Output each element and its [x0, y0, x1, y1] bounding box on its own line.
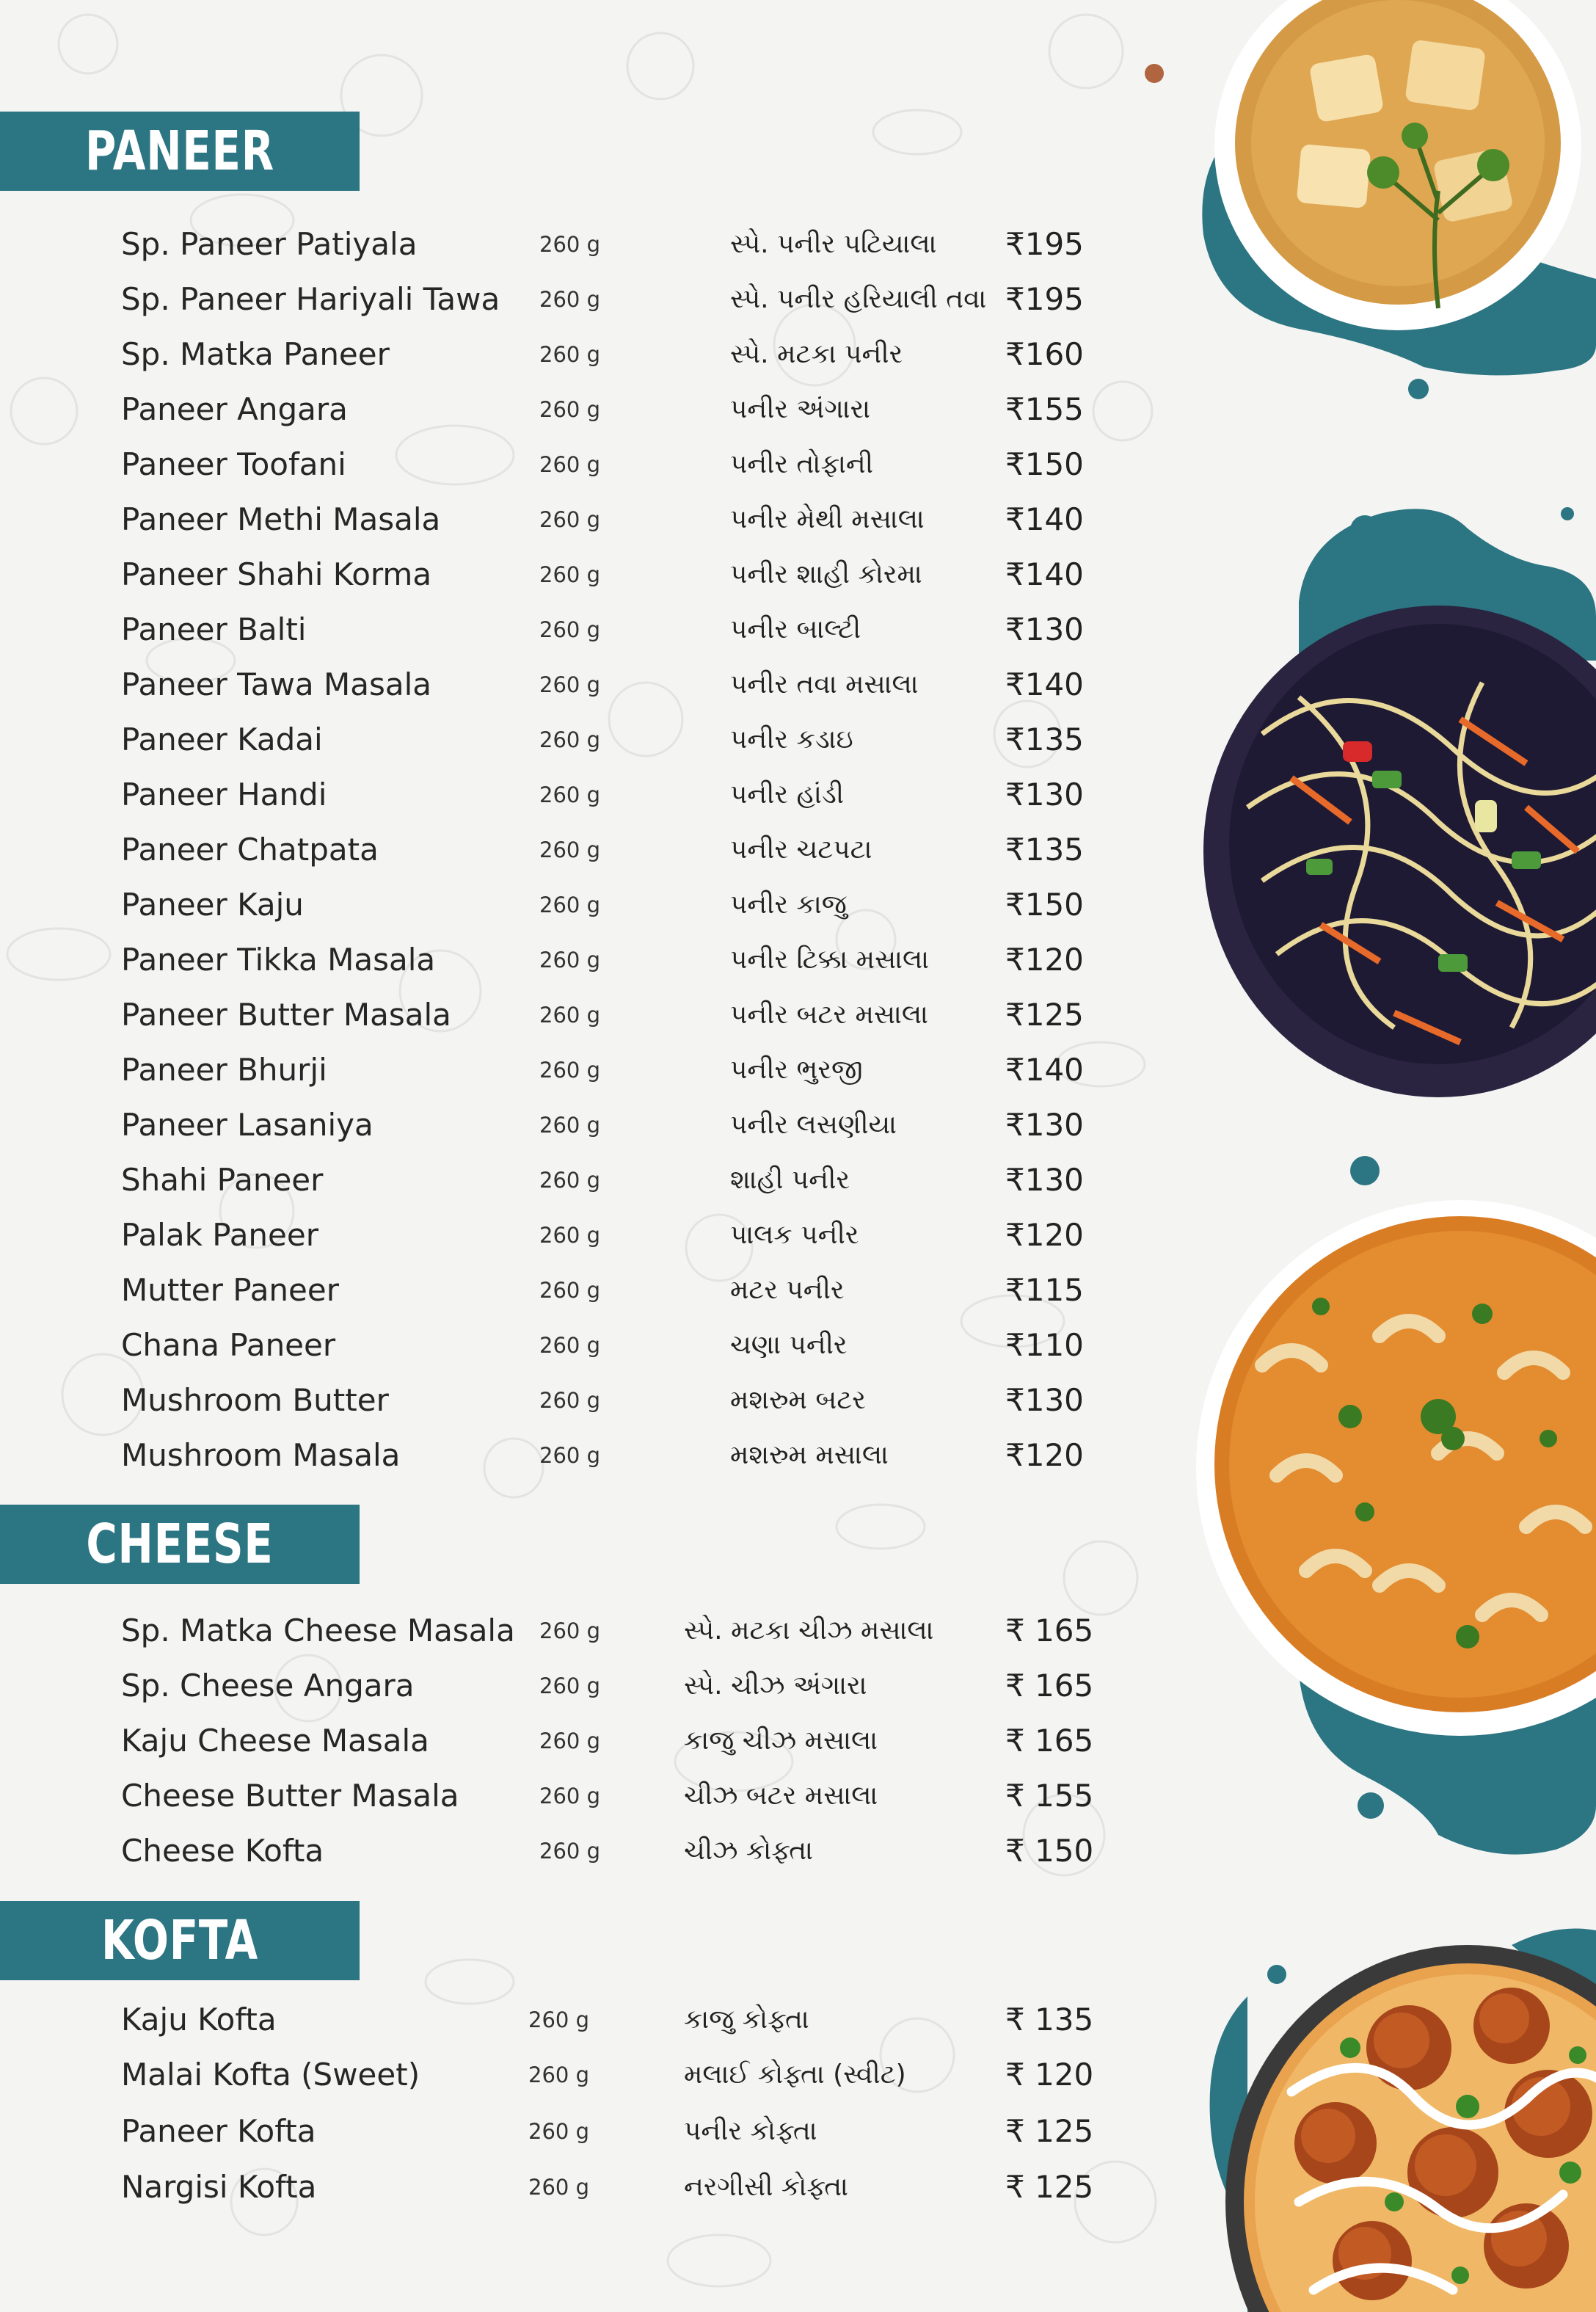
menu-item [0, 2109, 1101, 2153]
item-local-name: પનીર મેથી મસાલા [730, 504, 925, 534]
menu-item [0, 1268, 1101, 1312]
item-weight: 260 g [539, 1223, 600, 1248]
item-weight: 260 g [539, 342, 600, 367]
menu-item [0, 2165, 1101, 2209]
item-local-name: સ્પે. પનીર પટિયાલા [730, 229, 937, 259]
item-price: ₹ 165 [1005, 1668, 1094, 1704]
menu-item [0, 828, 1101, 872]
item-name: Paneer Chatpata [121, 832, 379, 868]
item-price: ₹150 [1005, 446, 1084, 482]
item-price: ₹150 [1005, 887, 1084, 923]
decor-dot [1408, 379, 1429, 399]
item-local-name: પનીર શાહી કોરમા [730, 559, 922, 589]
item-weight: 260 g [539, 1003, 600, 1028]
item-name: Sp. Cheese Angara [121, 1668, 415, 1704]
paneer-curry-bowl-icon [1202, 0, 1596, 375]
item-price: ₹125 [1005, 997, 1084, 1033]
item-weight: 260 g [539, 1168, 600, 1193]
item-price: ₹130 [1005, 611, 1084, 647]
item-local-name: સ્પે. મટકા પનીર [730, 339, 903, 369]
item-local-name: શાહી પનીર [730, 1165, 850, 1195]
item-weight: 260 g [539, 948, 600, 973]
menu-item [0, 1213, 1101, 1257]
item-price: ₹130 [1005, 1382, 1084, 1418]
item-price: ₹160 [1005, 336, 1084, 372]
item-local-name: સ્પે. પનીર હરિયાલી તવા [730, 284, 987, 314]
menu-item [0, 443, 1101, 487]
menu-item [0, 1158, 1101, 1202]
cheese-section-title: CHEESE [86, 1513, 274, 1576]
menu-item [0, 993, 1101, 1037]
kofta-section-title: KOFTA [101, 1909, 259, 1972]
menu-item [0, 332, 1101, 377]
item-name: Sp. Matka Cheese Masala [121, 1613, 515, 1648]
menu-item [0, 1829, 1101, 1873]
item-name: Sp. Paneer Hariyali Tawa [121, 281, 500, 317]
item-weight: 260 g [539, 1058, 600, 1083]
item-name: Shahi Paneer [121, 1162, 324, 1198]
food-images-column [1145, 0, 1596, 2312]
item-price: ₹120 [1005, 1437, 1084, 1473]
item-weight: 260 g [539, 617, 600, 642]
menu-item [0, 883, 1101, 927]
item-weight: 260 g [539, 782, 600, 807]
menu-item [0, 773, 1101, 817]
item-local-name: પનીર ટિક્કા મસાલા [730, 945, 930, 975]
item-price: ₹110 [1005, 1327, 1084, 1363]
item-name: Kaju Cheese Masala [121, 1723, 429, 1759]
item-local-name: કાજુ ચીઝ મસાલા [684, 1726, 878, 1756]
decor-dot [1561, 507, 1574, 520]
item-local-name: ચીઝ કોફ્તા [684, 1836, 813, 1866]
item-local-name: મશરુમ મસાલા [730, 1440, 889, 1470]
menu-item [0, 718, 1101, 762]
item-price: ₹130 [1005, 777, 1084, 813]
item-price: ₹ 150 [1005, 1833, 1094, 1869]
item-weight: 260 g [528, 2119, 589, 2144]
menu-item [0, 277, 1101, 321]
item-name: Mutter Paneer [121, 1272, 339, 1308]
item-local-name: પનીર કડાઇ [730, 724, 853, 755]
item-weight: 260 g [539, 562, 600, 587]
menu-item [0, 388, 1101, 432]
item-name: Cheese Butter Masala [121, 1778, 459, 1814]
item-weight: 260 g [528, 2062, 589, 2087]
item-price: ₹195 [1005, 226, 1084, 262]
item-price: ₹ 155 [1005, 1778, 1094, 1814]
menu-item [0, 553, 1101, 597]
item-name: Paneer Lasaniya [121, 1107, 374, 1143]
menu-item [0, 1323, 1101, 1367]
item-local-name: પનીર બાલ્ટી [730, 614, 861, 644]
item-weight: 260 g [539, 397, 600, 422]
menu-item [0, 1103, 1101, 1147]
item-name: Paneer Kofta [121, 2113, 316, 2149]
item-price: ₹ 125 [1005, 2113, 1094, 2149]
item-weight: 260 g [539, 1443, 600, 1468]
item-price: ₹ 165 [1005, 1723, 1094, 1759]
item-name: Cheese Kofta [121, 1833, 324, 1869]
item-weight: 260 g [539, 893, 600, 917]
item-local-name: પનીર ચટપટા [730, 835, 872, 865]
item-name: Palak Paneer [121, 1217, 319, 1253]
item-name: Malai Kofta (Sweet) [121, 2057, 420, 2093]
veg-noodles-bowl-icon [1203, 509, 1596, 1097]
item-weight: 260 g [528, 2007, 589, 2032]
item-local-name: મટર પનીર [730, 1275, 845, 1305]
menu-item [0, 498, 1101, 542]
item-weight: 260 g [539, 1673, 600, 1698]
menu-item [0, 2053, 1101, 2097]
item-name: Mushroom Butter [121, 1382, 389, 1418]
menu-item [0, 608, 1101, 652]
item-price: ₹140 [1005, 501, 1084, 537]
item-name: Paneer Angara [121, 391, 348, 427]
decor-dot [1350, 1156, 1380, 1185]
item-price: ₹120 [1005, 1217, 1084, 1253]
item-price: ₹ 135 [1005, 2002, 1094, 2037]
item-local-name: ચણા પનીર [730, 1330, 848, 1360]
menu-item [0, 938, 1101, 982]
item-weight: 260 g [539, 1618, 600, 1643]
menu-item [0, 663, 1101, 707]
item-local-name: પનીર અંગારા [730, 394, 871, 424]
item-local-name: પનીર કાજુ [730, 890, 847, 920]
item-local-name: પાલક પનીર [730, 1220, 859, 1250]
item-price: ₹130 [1005, 1162, 1084, 1198]
item-name: Chana Paneer [121, 1327, 336, 1363]
item-name: Paneer Balti [121, 611, 307, 647]
item-local-name: ચીઝ બટર મસાલા [684, 1781, 878, 1811]
item-local-name: નરગીસી કોફ્તા [684, 2172, 848, 2202]
item-weight: 260 g [539, 727, 600, 752]
item-local-name: પનીર હાંડી [730, 779, 845, 810]
item-weight: 260 g [539, 1388, 600, 1413]
menu-item [0, 1719, 1101, 1763]
item-price: ₹195 [1005, 281, 1084, 317]
item-weight: 260 g [528, 2175, 589, 2200]
item-weight: 260 g [539, 507, 600, 532]
item-price: ₹140 [1005, 666, 1084, 702]
item-weight: 260 g [539, 837, 600, 862]
decor-dot [1358, 1792, 1384, 1819]
item-name: Kaju Kofta [121, 2002, 277, 2037]
kofta-curry-bowl-icon [1210, 1929, 1596, 2312]
item-local-name: પનીર બટર મસાલા [730, 1000, 928, 1030]
decor-dot [1145, 64, 1164, 83]
item-name: Paneer Kaju [121, 887, 304, 923]
item-name: Paneer Handi [121, 777, 327, 813]
item-price: ₹115 [1005, 1272, 1084, 1308]
item-local-name: સ્પે. ચીઝ અંગારા [684, 1671, 867, 1701]
item-weight: 260 g [539, 1728, 600, 1753]
item-weight: 260 g [539, 1839, 600, 1864]
item-weight: 260 g [539, 232, 600, 257]
item-weight: 260 g [539, 452, 600, 477]
item-name: Mushroom Masala [121, 1437, 401, 1473]
item-name: Paneer Butter Masala [121, 997, 451, 1033]
item-local-name: મલાઈ કોફ્તા (સ્વીટ) [684, 2060, 906, 2090]
item-local-name: પનીર ભુરજી [730, 1055, 863, 1085]
item-local-name: પનીર તવા મસાલા [730, 669, 919, 699]
item-weight: 260 g [539, 1784, 600, 1808]
item-weight: 260 g [539, 287, 600, 312]
item-price: ₹135 [1005, 832, 1084, 868]
menu-item [0, 1609, 1101, 1653]
menu-item [0, 1433, 1101, 1477]
item-name: Paneer Tawa Masala [121, 666, 431, 702]
menu-item [0, 1378, 1101, 1422]
menu-item [0, 1664, 1101, 1708]
item-name: Paneer Kadai [121, 721, 323, 757]
item-name: Nargisi Kofta [121, 2169, 317, 2205]
item-name: Paneer Bhurji [121, 1052, 327, 1088]
menu-item [0, 222, 1101, 266]
item-weight: 260 g [539, 1333, 600, 1358]
item-name: Paneer Toofani [121, 446, 346, 482]
item-local-name: પનીર તોફાની [730, 449, 874, 479]
item-name: Sp. Paneer Patiyala [121, 226, 418, 262]
item-price: ₹ 120 [1005, 2057, 1094, 2093]
menu-item [0, 1048, 1101, 1092]
item-price: ₹140 [1005, 556, 1084, 592]
item-local-name: પનીર કોફ્તા [684, 2116, 817, 2146]
item-name: Paneer Methi Masala [121, 501, 441, 537]
menu-item [0, 1998, 1101, 2042]
menu-item [0, 1774, 1101, 1818]
item-name: Paneer Shahi Korma [121, 556, 432, 592]
item-price: ₹ 165 [1005, 1613, 1094, 1648]
paneer-section-title: PANEER [85, 120, 274, 183]
item-price: ₹140 [1005, 1052, 1084, 1088]
item-price: ₹ 125 [1005, 2169, 1094, 2205]
item-price: ₹120 [1005, 942, 1084, 978]
item-local-name: પનીર લસણીયા [730, 1110, 897, 1140]
item-price: ₹135 [1005, 721, 1084, 757]
item-local-name: સ્પે. મટકા ચીઝ મસાલા [684, 1615, 934, 1646]
item-local-name: મશરુમ બટર [730, 1385, 866, 1415]
item-local-name: કાજુ કોફ્તા [684, 2004, 809, 2035]
item-weight: 260 g [539, 1278, 600, 1303]
item-name: Sp. Matka Paneer [121, 336, 390, 372]
decor-dot [1267, 1965, 1286, 1984]
item-price: ₹155 [1005, 391, 1084, 427]
item-weight: 260 g [539, 1113, 600, 1138]
item-weight: 260 g [539, 672, 600, 697]
cashew-curry-bowl-icon [1196, 1200, 1596, 1855]
item-price: ₹130 [1005, 1107, 1084, 1143]
item-name: Paneer Tikka Masala [121, 942, 436, 978]
